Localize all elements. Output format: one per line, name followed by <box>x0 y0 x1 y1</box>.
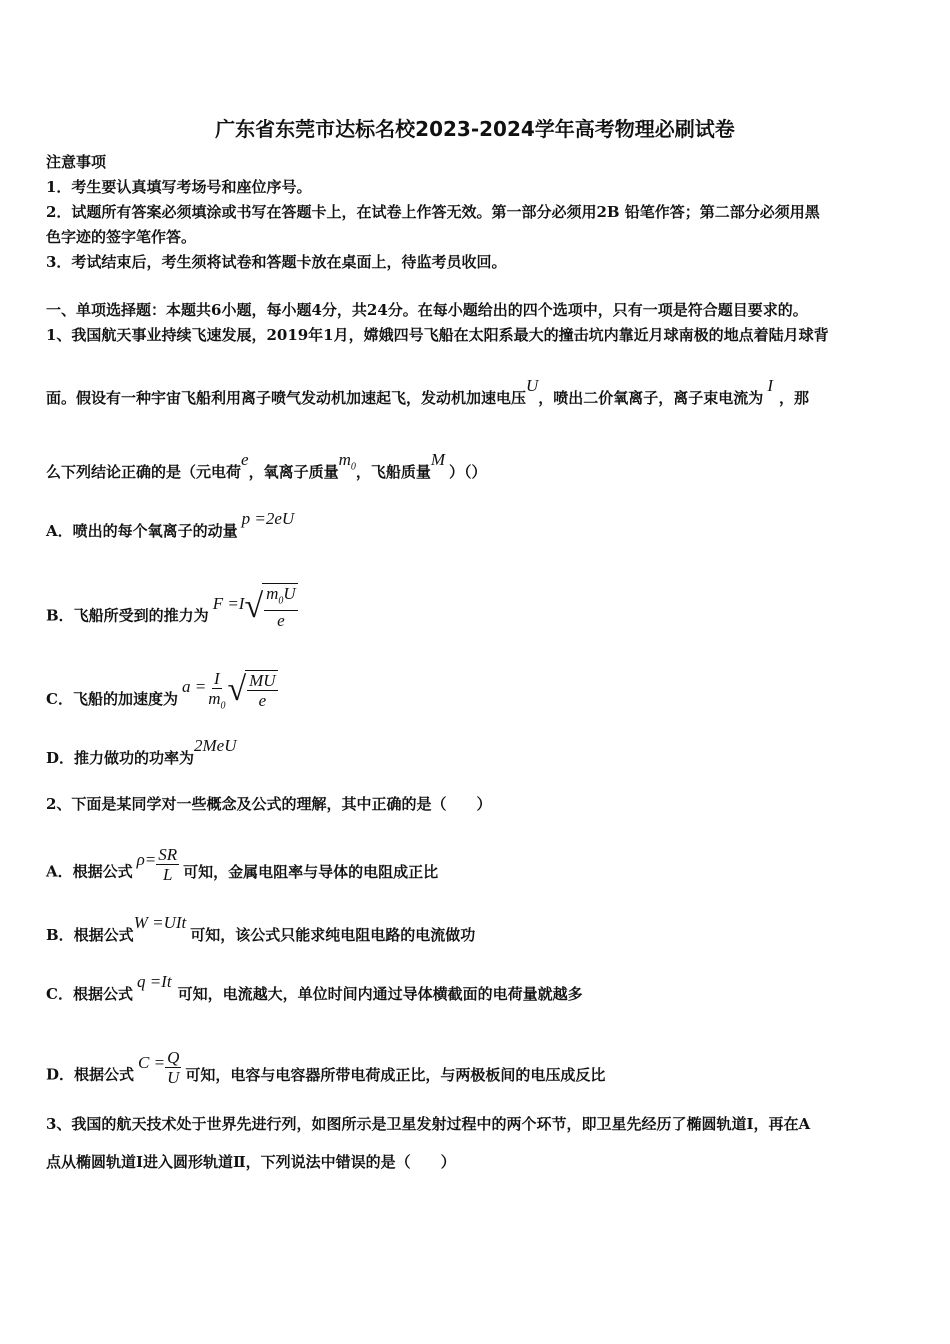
option-text: C．根据公式 <box>46 985 133 1003</box>
option-text: 可知，该公式只能求纯电阻电路的电流做功 <box>190 926 476 944</box>
option-text: A．喷出的每个氧离子的动量 <box>46 522 238 540</box>
formula: 2MeU <box>194 736 237 755</box>
denominator: e <box>277 611 285 631</box>
denominator: U <box>167 1068 180 1087</box>
fraction <box>156 845 179 884</box>
numerator: MU <box>249 671 276 691</box>
denominator: e <box>258 691 267 711</box>
denominator: L <box>162 865 173 884</box>
denominator <box>206 689 227 715</box>
q2-option-b[interactable] <box>46 913 476 945</box>
symbol-m: m <box>338 450 351 469</box>
formula-lhs: ρ= <box>136 849 157 869</box>
notice-item-1: 1．考生要认真填写考场号和座位序号。 <box>46 178 312 196</box>
option-text: B．根据公式 <box>46 926 134 944</box>
sqrt-expression <box>244 583 297 630</box>
option-text: 可知，电容与电容器所带电荷成正比，与两极板间的电压成反比 <box>185 1065 606 1084</box>
q1-text: ）（） <box>449 463 487 481</box>
fraction <box>262 583 298 630</box>
numerator-m: m <box>266 584 279 603</box>
q1-text: ，飞船质量 <box>355 463 431 481</box>
option-text: A．根据公式 <box>46 862 133 881</box>
denominator-m: m <box>208 689 221 708</box>
option-text: C．飞船的加速度为 <box>46 690 178 709</box>
q2-option-c[interactable] <box>46 972 583 1004</box>
notice-item-2-line-2: 色字迹的签字笔作答。 <box>46 228 197 246</box>
numerator: Q <box>167 1048 180 1067</box>
formula: q =It <box>136 972 172 991</box>
fraction <box>245 670 277 710</box>
q1-text: ，喷出二价氧离子，离子束电流为 <box>538 389 764 407</box>
numerator: I <box>213 669 220 688</box>
notice-item-3: 3．考试结束后，考生须将试卷和答题卡放在桌面上，待监考员收回。 <box>46 253 507 271</box>
q2-stem: 2、下面是某同学对一些概念及公式的理解，其中正确的是（ ） <box>46 795 492 813</box>
option-text: 可知，电流越大，单位时间内通过导体横截面的电荷量就越多 <box>177 985 583 1003</box>
denominator-subscript: 0 <box>220 700 226 712</box>
option-text: B．飞船所受到的推力为 <box>46 606 209 625</box>
formula: p =2eU <box>241 509 295 528</box>
q1-option-c[interactable] <box>46 669 278 723</box>
q1-text: ，氧离子质量 <box>248 463 339 481</box>
option-text: 可知，金属电阻率与导体的电阻成正比 <box>183 862 439 881</box>
numerator-U: U <box>283 584 296 603</box>
symbol-m0 <box>338 450 356 473</box>
q1-option-a[interactable] <box>46 509 295 541</box>
formula: W =UIt <box>133 913 187 932</box>
formula-lhs: C = <box>138 1052 166 1072</box>
q2-option-a[interactable] <box>46 845 439 892</box>
q1-stem-line-3 <box>46 450 487 489</box>
q3-stem-line-2: 点从椭圆轨道I进入圆形轨道Ⅱ，下列说法中错误的是（ ） <box>46 1153 456 1171</box>
symbol-I: I <box>767 376 773 395</box>
notice-item-2-line-1: 2．试题所有答案必须填涂或书写在答题卡上，在试卷上作答无效。第一部分必须用2B 铅笔作答；第二部分必须用黑 <box>46 203 820 221</box>
q1-option-b[interactable] <box>46 584 298 640</box>
formula-lhs: F =I <box>212 593 245 613</box>
q3-stem-line-1: 3、我国的航天技术处于世界先进行列，如图所示是卫星发射过程中的两个环节，即卫星先经历了椭圆轨道I，再在A <box>46 1115 811 1133</box>
numerator-subscript: 0 <box>278 595 284 607</box>
notice-heading: 注意事项 <box>46 153 107 171</box>
symbol-m-subscript: 0 <box>350 461 356 473</box>
symbol-U: U <box>526 376 539 395</box>
fraction <box>206 669 227 715</box>
option-text: D．根据公式 <box>46 1065 135 1084</box>
q1-text: 面。假设有一种宇宙飞船利用离子喷气发动机加速起飞，发动机加速电压 <box>46 389 527 407</box>
fraction <box>165 1048 181 1087</box>
numerator <box>264 584 298 611</box>
q1-text: 么下列结论正确的是（元电荷 <box>46 463 242 481</box>
q1-stem-line-2 <box>46 376 809 408</box>
q1-text: ，那 <box>778 389 809 407</box>
sqrt-expression <box>227 670 277 710</box>
sqrt-sign-icon: √ <box>227 671 247 709</box>
option-text: D．推力做功的功率为 <box>46 749 195 767</box>
sqrt-sign-icon: √ <box>244 587 264 625</box>
section-heading: 一、单项选择题：本题共6小题，每小题4分，共24分。在每小题给出的四个选项中，只有一项是符合题目要求的。 <box>46 301 808 319</box>
symbol-M: M <box>430 450 446 469</box>
page-title: 广东省东莞市达标名校2023-2024学年高考物理必刷试卷 <box>215 117 735 141</box>
formula-lhs: a = <box>181 677 207 697</box>
numerator: SR <box>158 845 178 864</box>
q1-stem-line-1: 1、我国航天事业持续飞速发展，2019年1月，嫦娥四号飞船在太阳系最大的撞击坑内靠近月球南极的地点着陆月球背 <box>46 326 829 344</box>
symbol-e: e <box>241 450 249 469</box>
q2-option-d[interactable] <box>46 1048 606 1095</box>
q1-option-d[interactable] <box>46 736 237 768</box>
